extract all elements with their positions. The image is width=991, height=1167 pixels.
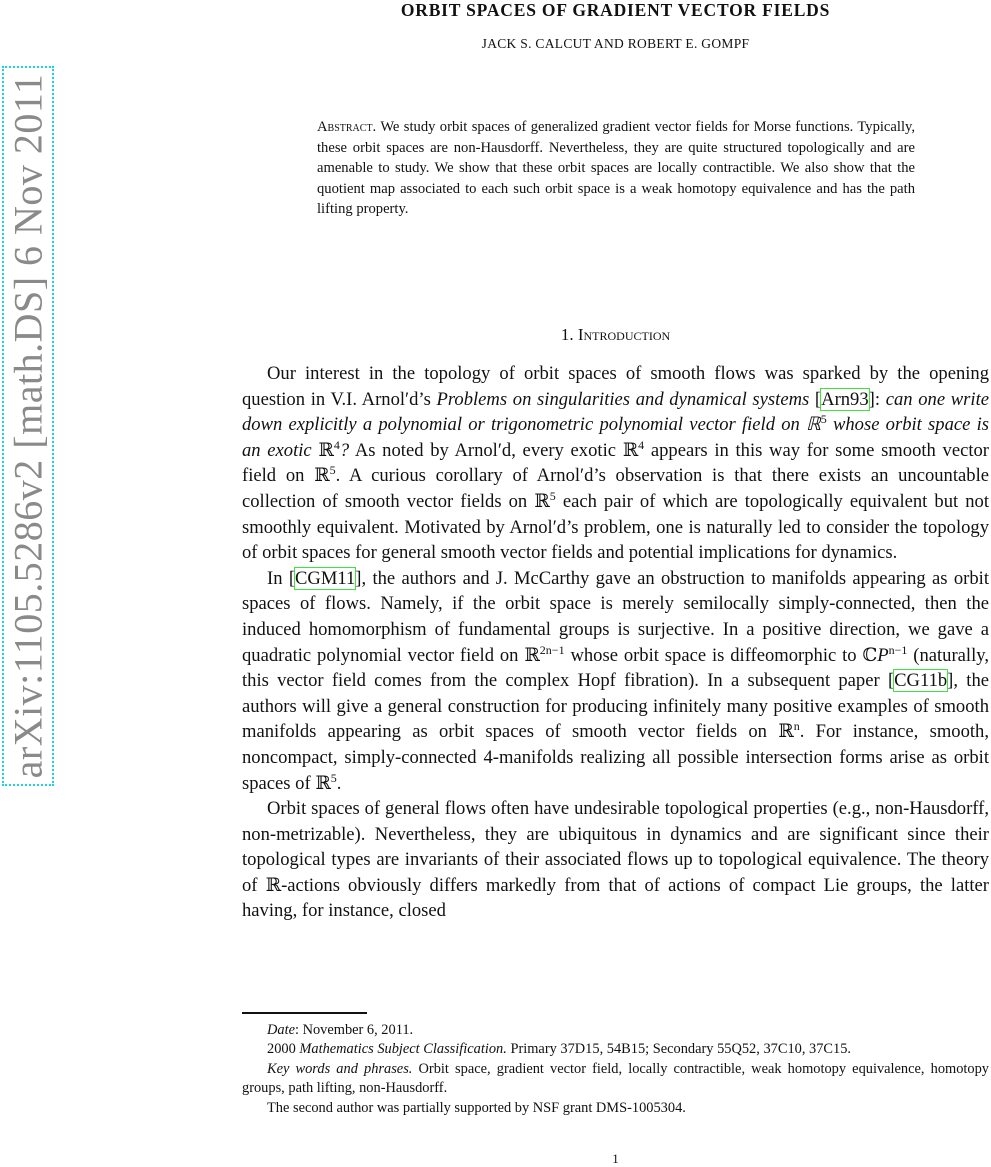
- text: 2000: [267, 1041, 300, 1058]
- text: .: [336, 772, 342, 794]
- footnote-msc: [242, 1040, 989, 1059]
- text: As noted by Arnol′d, every exotic ℝ: [349, 439, 639, 461]
- authors: JACK S. CALCUT AND ROBERT E. GOMPF: [481, 36, 750, 51]
- italic-text: whose orbit space is an exotic: [242, 414, 989, 461]
- math: ℝ: [318, 439, 334, 461]
- text: :: [874, 388, 886, 410]
- label: Date: [267, 1022, 295, 1038]
- superscript: 2n−1: [539, 642, 565, 657]
- text: . A curious corollary of Arnol′d’s observation is that there exists an uncountable collection of smooth vector fields on ℝ: [242, 465, 989, 512]
- text: whose orbit space is diffeomorphic to ℂ: [564, 644, 878, 666]
- superscript: 5: [329, 463, 336, 478]
- paragraph-2: In [CGM11], the authors and J. McCarthy gave an obstruction to manifolds appearing as orbit spaces of flows. Namely, if the orbit space is merely semilocally simply-connected, then the induced homomorphism of fundamental groups is surjective. In a positive direction, we gave a quadratic polynomial vector field on ℝ$^{2n-1}$ whose orbit space is diffeomorphic to ℂP$^{n-1}$ (naturally, this vector field comes from the complex Hopf fibration). In a subsequent paper [CG11b], the authors will give a general construction for producing infinitely many positive examples of smooth manifolds appearing as orbit spaces of smooth vector fields on ℝ$^n$. For instance, smooth, noncompact, simply-connected 4-manifolds realizing all possible intersection forms arise as orbit spaces of ℝ$^5$.: [242, 567, 990, 794]
- text: , the authors will give a general construction for producing infinitely many positive examples of smooth manifolds appearing as orbit spaces of smooth vector fields on ℝ: [242, 670, 990, 743]
- paper-title: ORBIT SPACES OF GRADIENT VECTOR FIELDS: [400, 0, 831, 20]
- text: Primary 37D15, 54B15; Secondary 55Q52, 37C10, 37C15.: [506, 1041, 852, 1058]
- text: Our interest in the topology of orbit spaces of smooth flows was sparked by the opening question in V.I. Arnol′d’s: [242, 363, 989, 410]
- italic-text: ?: [339, 439, 350, 461]
- section-number: 1.: [560, 325, 574, 344]
- abstract-text: We study orbit spaces of generalized gradient vector fields for Morse functions. Typically, these orbit spaces are non-Hausdorff. Nevertheless, they are quite structured topologically and are amenable to study. We show that these orbit spaces are locally contractible. We also show that the quotient map associated to each such orbit space is a weak homotopy equivalence and has the path lifting property.: [317, 119, 915, 218]
- italic-text: Problems on singularities and dynamical systems: [436, 388, 810, 410]
- footnote-grant: The second author was partially supported by NSF grant DMS-1005304.: [267, 1099, 686, 1116]
- footnotes: [242, 1021, 989, 1118]
- superscript: 4: [333, 437, 340, 452]
- abstract: [317, 117, 915, 220]
- footnote-date: [242, 1021, 989, 1040]
- text: Orbit space, gradient vector field, locally contractible, weak homotopy equivalence, homotopy groups, path lifting, non-Hausdorff.: [242, 1060, 989, 1097]
- abstract-label: Abstract.: [317, 119, 377, 135]
- superscript: n: [793, 719, 800, 734]
- text: (naturally, this vector field comes from the complex Hopf fibration). In a subsequent paper: [242, 644, 989, 692]
- footnote-rule: [242, 1012, 367, 1014]
- section-title: Introduction: [577, 325, 671, 344]
- text: In: [267, 567, 289, 589]
- paragraph-1: Our interest in the topology of orbit spaces of smooth flows was sparked by the opening question in V.I. Arnol′d’s Problems on singularities and dynamical systems [Arn93]: can one write down explicitly a polynomial or trigonometric polynomial vector field on ℝ$^5$ whose orbit space is an exotic ℝ$^4$? As noted by Arnol′d, every exotic ℝ$^4$ appears in this way for some smooth vector field on ℝ$^5$. A curious corollary of Arnol′d’s observation is that there exists an uncountable collection of smooth vector fields on ℝ$^5$ each pair of which are topologically equivalent but not smoothly equivalent. Motivated by Arnol′d’s problem, one is naturally led to consider the topology of orbit spaces for general smooth vector fields and potential implications for dynamics.: [242, 363, 990, 564]
- text: appears in this way for some smooth vector field on ℝ: [242, 439, 989, 487]
- citation-link[interactable]: CGM11: [295, 567, 356, 589]
- section-heading: [242, 325, 989, 345]
- italic-text: can one write down explicitly a polynomial or trigonometric polynomial vector field on ℝ: [242, 388, 990, 436]
- citation-link[interactable]: CG11b: [894, 670, 948, 692]
- label: Key words and phrases.: [267, 1060, 413, 1077]
- body-text: [242, 361, 989, 924]
- text: each pair of which are topologically equivalent but not smoothly equivalent. Motivated by Arnol′d’s problem, one is naturally led to consider the topology of orbit spaces for general smooth vector fields and potential implications for dynamics.: [242, 490, 989, 564]
- italic-text: P: [877, 644, 889, 666]
- text: , the authors and J. McCarthy gave an obstruction to manifolds appearing as orbit spaces of flows. Namely, if the orbit space is merely semilocally simply-connected, then the induced homomorphism of fundamental groups is surjective. In a positive direction, we gave a quadratic polynomial vector field on ℝ: [242, 567, 989, 666]
- superscript: 5: [820, 412, 827, 426]
- superscript: n−1: [888, 642, 908, 657]
- superscript: 4: [638, 437, 645, 452]
- superscript: 5: [549, 488, 556, 503]
- text: . For instance, smooth, noncompact, simply-connected 4-manifolds realizing all possible intersection forms arise as orbit spaces of ℝ: [242, 721, 989, 794]
- label: Mathematics Subject Classification.: [299, 1041, 507, 1058]
- page-number: 1: [612, 1151, 619, 1166]
- citation-link[interactable]: Arn93: [821, 388, 869, 410]
- superscript: 5: [330, 770, 337, 785]
- paragraph-3: Orbit spaces of general flows often have undesirable topological properties (e.g., non-Hausdorff, non-metrizable). Nevertheless, they are ubiquitous in dynamics and are significant since their topological types are invariants of their associated flows up to topological equivalence. The theory of ℝ-actions obviously differs markedly from that of actions of compact Lie groups, the latter having, for instance, closed: [242, 798, 989, 922]
- footnote-keywords: [242, 1060, 989, 1099]
- arxiv-id: arXiv:1105.5286v2 [math.DS] 6 Nov 2011: [5, 73, 51, 779]
- arxiv-stamp: [2, 66, 54, 786]
- text: : November 6, 2011.: [294, 1022, 414, 1038]
